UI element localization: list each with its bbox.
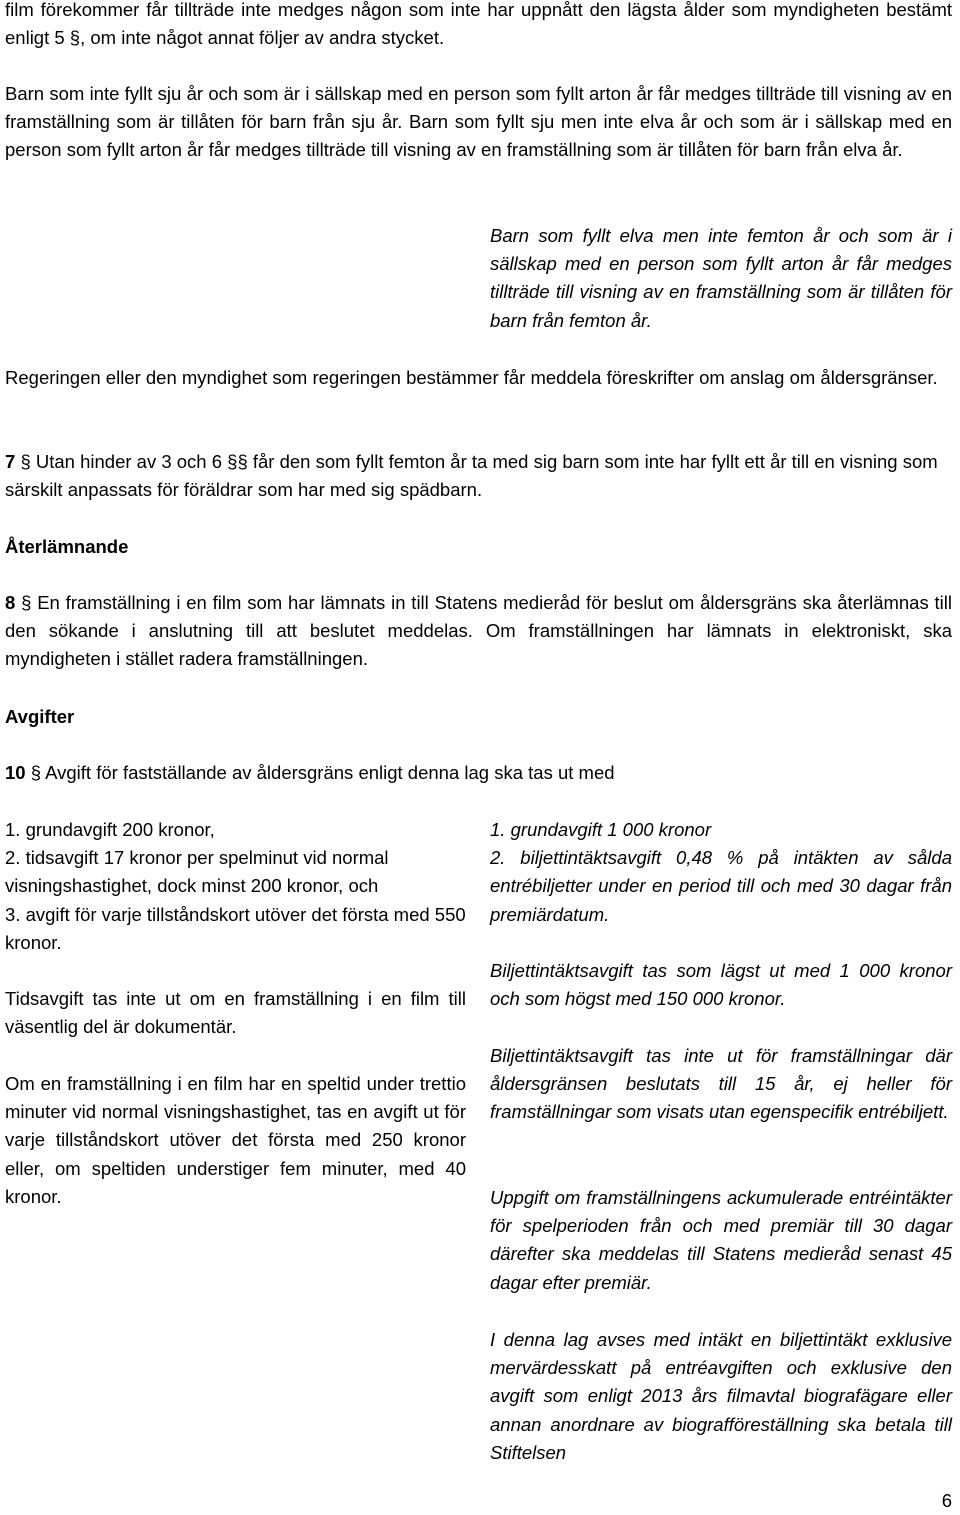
fee-item-3: 3. avgift för varje tillståndskort utöver det första med 550 kronor. [5,903,466,953]
tidsavgift-paragraph: Tidsavgift tas inte ut om en framställning i en film till väsentlig del är dokumentär. [5,988,466,1038]
proposal-reporting-paragraph: Uppgift om framställningens ackumulerade entréintäkter för spelperioden från och med premiär till 30 dagar därefter ska meddelas till Statens medieråd senast 45 dagar efter premiär. [490,1187,952,1293]
fee-item-1: 1. grundavgift 200 kronor, [5,819,215,840]
section-7-text: Utan hinder av 3 och 6 §§ får den som fyllt femton år ta med sig barn som inte har fyllt ett år till en visning som särskilt anpassats för föräldrar som har med sig spädbarn. [5,451,938,501]
proposal-min-max-paragraph: Biljettintäktsavgift tas som lägst ut med 1 000 kronor och som högst med 150 000 kronor. [490,960,952,1010]
section-sign-icon: § [30,762,42,783]
proposal-definition-paragraph: I denna lag avses med intäkt en biljettintäkt exklusive mervärdesskatt på entréavgiften och exklusive den avgift som enligt 2013 års filmavtal biografägare eller annan anordnare av biografföreställning ska betala till Stiftelsen [490,1329,952,1463]
fee-item-2: 2. tidsavgift 17 kronor per spelminut vid normal visningshastighet, dock minst 200 kronor, och [5,847,389,897]
section-7-number: 7 [5,451,16,472]
age-rules-paragraph: Barn som inte fyllt sju år och som är i sällskap med en person som fyllt arton år får medges tillträde till visning av en framställning som är tillåten för barn från sju år. Barn som fyllt sju men inte elva år och som är i sällskap med en person som fyllt arton år får medges tillträde till visning av en framställning som är tillåten för barn från elva år. [5,83,952,161]
proposal-age-paragraph: Barn som fyllt elva men inte femton år och som är i sällskap med en person som fyllt arton år får medges tillträde till visning av en framställning som är tillåten för barn från femton år. [490,225,952,331]
section-sign-icon: § [20,451,31,472]
section-sign-icon: § [21,592,32,613]
intro-paragraph: film förekommer får tillträde inte medges någon som inte har uppnått den lägsta ålder som myndigheten bestämt enligt 5 §, om inte något annat följer av andra stycket. [5,0,952,49]
proposal-fee-item-1: 1. grundavgift 1 000 kronor [490,819,712,840]
section-10-paragraph [5,759,952,787]
regeringen-paragraph: Regeringen eller den myndighet som regeringen bestämmer får meddela föreskrifter om anslag om åldersgränser. [5,367,938,388]
speltid-paragraph: Om en framställning i en film har en speltid under trettio minuter vid normal visningshastighet, tas en avgift ut för varje tillståndskort utöver det första med 250 kronor eller, om speltiden understiger fem minuter, med 40 kronor. [5,1073,466,1207]
fee-list-proposal [490,816,952,929]
proposal-fee-item-2: 2. biljettintäktsavgift 0,48 % på intäkten av sålda entrébiljetter under en period till och med 30 dagar från premiärdatum. [490,847,952,925]
section-8-number: 8 [5,592,16,613]
section-8-paragraph [5,589,952,674]
page-number: 6 [941,1490,952,1511]
fee-list-current [5,816,466,957]
section-7-paragraph [5,448,952,504]
section-8-text: En framställning i en film som har lämnats in till Statens medieråd för beslut om åldersgräns ska återlämnas till den sökande i anslutning till att beslutet meddelas. Om framställningen har lämnats in elektroniskt, ska myndigheten i stället radera framställningen. [5,592,952,670]
section-10-text: Avgift för fastställande av åldersgräns enligt denna lag ska tas ut med [45,762,615,783]
heading-aterlamnande: Återlämnande [5,536,129,557]
heading-avgifter: Avgifter [5,706,75,727]
section-10-number: 10 [5,762,26,783]
proposal-exemption-paragraph: Biljettintäktsavgift tas inte ut för framställningar där åldersgränsen beslutats till 15 år, ej heller för framställningar som visats utan egenspecifik entrébiljett. [490,1045,952,1123]
